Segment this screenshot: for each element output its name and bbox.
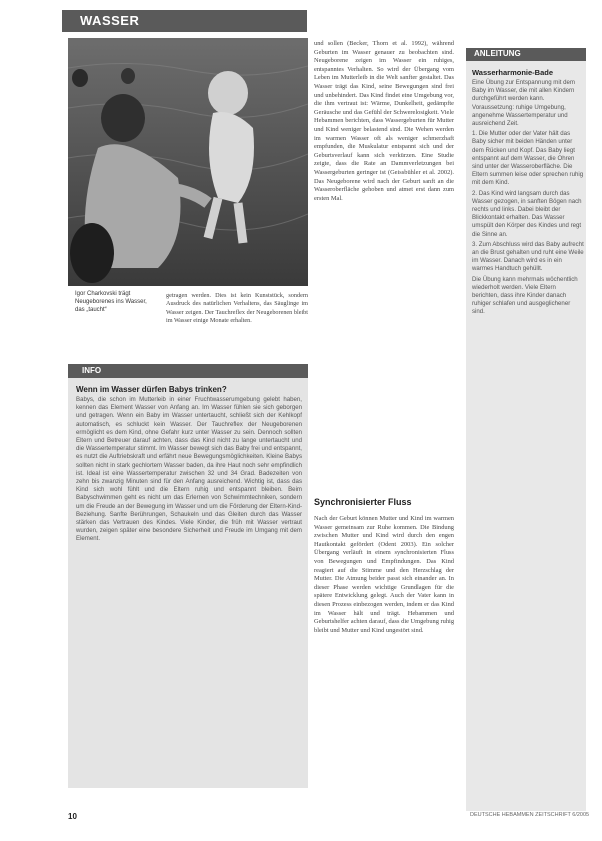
info-body: Babys, die schon im Mutterleib in einer Fruchtwasserumgebung gelebt haben, kennen das Element Wasser von Anfang an. Im Wasser fühlen sie sich geborgen und getragen. Wenn ein Baby im Wasser untertaucht, schließt sich der Kehlkopf automatisch, es schluckt kein Wasser. Der Tauchreflex der Neugeborenen ermöglicht es dem Kind, ohne Gefahr kurz unter Wasser zu sein. Dennoch sollten Eltern und Betreuer darauf achten, dass das Kind nicht zu lange untertaucht und die Wassertemperatur stimmt. Im Wasser bewegt sich das Baby frei und entspannt, es nutzt die Auftriebskraft und erfährt neue Bewegungsmöglichkeiten. Kleine Babys sollten nicht in stark gechlortem Wasser baden, da ihre Haut noch sehr empfindlich ist. Ideal ist eine Wassertemperatur zwischen 32 und 34 Grad. Badezeiten von zehn bis zwanzig Minuten sind für den Anfang ausreichend. Wichtig ist, dass das Kind sich wohl fühlt und die Eltern ruhig und entspannt bleiben. Beim Babyschwimmen geht es nicht um das Erlernen von Schwimmtechniken, sondern um die Freude an der Bewegung im Wasser und um die Förderung der Eltern-Kind-Beziehung. Sanfte Berührungen, Schaukeln und das Gleiten durch das Wasser stärken das Vertrauen des Kindes. Viele Kinder, die früh mit Wasser vertraut wurden, zeigen später eine besondere Sicherheit und Freude im Umgang mit dem Element. [76, 396, 302, 543]
article-text-2: Nach der Geburt können Mutter und Kind im warmen Wasser gemeinsam zur Ruhe kommen. Die Bindung zwischen Mutter und Kind wird durch den engen Hautkontakt gefördert (Odent 2003). Ein solcher Übergang verläuft in einem synchronisierten Fluss von Bewegungen und Empfindungen. Das Kind reagiert auf die Stimme und den Herzschlag der Mutter. Die Atmung beider passt sich einander an. In dieser Phase werden wichtige Grundlagen für die spätere Entwicklung gelegt. Auch der Vater kann in diesen Prozess einbezogen werden, indem er das Kind im Wasser hält und trägt. Hebammen und Geburtshelfer achten darauf, dass die Umgebung ruhig bleibt und Mutter und Kind ungestört sind. [314, 515, 455, 634]
anleitung-title: Wasserharmonie-Bade [472, 68, 553, 77]
info-header [68, 364, 308, 378]
section-title: WASSER [80, 13, 140, 28]
page-number: 10 [68, 812, 77, 821]
photo-caption: Igor Charkovski trägt Neugeborenes ins Wasser, das „taucht“ [75, 291, 147, 313]
section-header [62, 10, 307, 32]
anleitung-header-label: ANLEITUNG [474, 49, 521, 58]
anleitung-step: 3. Zum Abschluss wird das Baby aufrecht an die Brust gehalten und ruht eine Weile im Wasser. Danach wird es in ein warmes Handtuch gehüllt. [472, 240, 584, 273]
article-text-1: und sollen (Becker, Thorn et al. 1992), während Geburten im Wasser genauer zu beobachten sind. Neugeborene zeigen im Wasser ein ruhiges, entspanntes Verhalten. So wird der Übergang vom Leben im Mutterleib in die Welt sanfter gestaltet. Das Wasser trägt das Kind, seine Bewegungen sind frei und unbehindert. Das Kind findet eine Umgebung vor, die ihm vertraut ist: Wärme, Dunkelheit, gedämpfte Geräusche und das Gefühl der Schwerelosigkeit. Viele Hebammen berichten, dass Wassergeburten für Mutter und Kind weniger belastend sind. Die Wehen werden im warmen Wasser oft als weniger schmerzhaft empfunden, die Muskulatur entspannt sich und der Geburtsverlauf kann sich verkürzen. Eine Studie zeigte, dass die Rate an Dammverletzungen bei Wassergeburten geringer ist (Geissbühler et al. 2002). Das Neugeborene wird nach der Geburt sanft an die Wasseroberfläche gehoben und atmet erst dann zum ersten Mal. [314, 40, 454, 202]
magazine-footer: DEUTSCHE HEBAMMEN ZEITSCHRIFT 6/2005 [470, 812, 590, 818]
anleitung-header [466, 48, 586, 61]
info-header-label: INFO [82, 366, 102, 375]
anleitung-outro: Die Übung kann mehrmals wöchentlich wiederholt werden. Viele Eltern berichten, dass ihre Kinder danach ruhiger schlafen und ausgeglichener sind. [472, 275, 578, 316]
anleitung-body [472, 79, 584, 319]
anleitung-step: 1. Die Mutter oder der Vater hält das Baby sicher mit beiden Händen unter dem Rücken und Kopf. Das Baby liegt entspannt auf dem Wasser, die Ohren sind unter der Wasseroberfläche. Die Eltern summen leise oder sprechen ruhig mit dem Kind. [472, 130, 584, 187]
anleitung-step: 2. Das Kind wird langsam durch das Wasser gezogen, in sanften Bögen nach rechts und links. Dabei bleibt der Blickkontakt erhalten. Das Wasser umspült den Körper des Kindes und regt die Sinne an. [472, 189, 582, 238]
photo-baby-in-water [68, 38, 308, 286]
intro-text: getragen werden. Dies ist kein Kunststück, sondern Ausdruck des natürlichen Verhaltens, das Säuglinge im Wasser zeigen. Der Tauchreflex der Neugeborenen bleibt im Wasser einige Monate erhalten. [166, 292, 308, 325]
subheading: Synchronisierter Fluss [314, 497, 412, 507]
photo-illustration [68, 38, 308, 286]
anleitung-intro: Eine Übung zur Entspannung mit dem Baby im Wasser, die mit allen Kindern durchgeführt werden kann. Voraussetzung: ruhige Umgebung, angenehme Wassertemperatur und ausreichend Zeit. [472, 79, 575, 128]
info-title: Wenn im Wasser dürfen Babys trinken? [76, 385, 227, 394]
